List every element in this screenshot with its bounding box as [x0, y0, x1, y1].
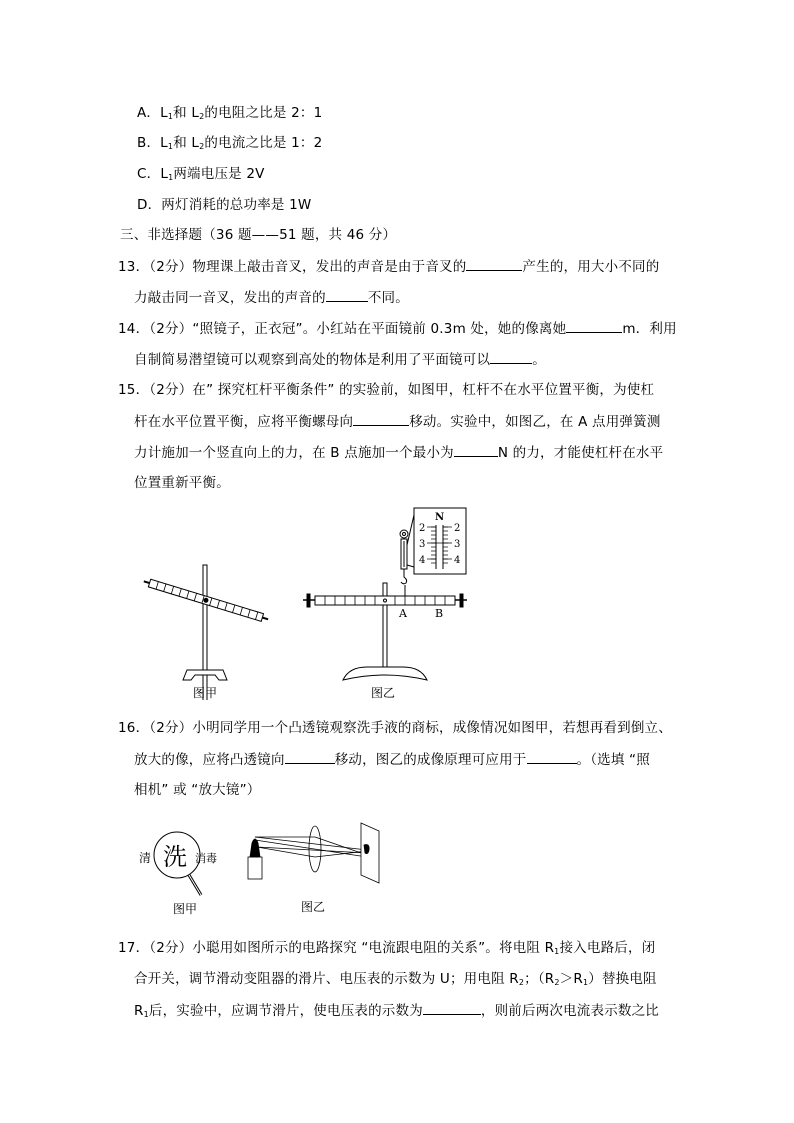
text: ＞R	[559, 971, 583, 987]
text: “照镜子，正衣冠”。小红站在平面镜前 0.3m 处，她的像离她	[192, 321, 567, 337]
question-13-line-2	[134, 288, 409, 307]
section-title: 三、非选择题（36 题——51 题，共 46 分）	[120, 227, 397, 243]
question-number: 16．（2分）	[118, 720, 193, 736]
text: ，则前后两次电流表示数之比	[480, 1003, 659, 1019]
question-number: 15．（2分）	[118, 382, 193, 398]
question-number: 14．（2分）	[118, 321, 193, 337]
option-d	[137, 196, 311, 214]
text: 小明同学用一个凸透镜观察洗手液的商标，成像情况如图甲，若想再看到倒立、	[192, 720, 672, 736]
text: 物理课上敲击音叉，发出的声音是由于音叉的	[192, 259, 467, 275]
answer-blank[interactable]	[423, 1001, 481, 1015]
text: L	[160, 166, 169, 182]
text: 位置重新平衡。	[134, 475, 230, 491]
text: 杆在水平位置平衡，应将平衡螺母向	[134, 414, 354, 430]
answer-blank[interactable]	[326, 288, 368, 302]
text: 在” 探究杠杆平衡条件” 的实验前，如图甲，杠杆不在水平位置平衡，为使杠	[192, 382, 655, 398]
text: 力敲击同一音叉，发出的声音的	[134, 290, 326, 306]
answer-blank[interactable]	[466, 257, 522, 271]
figure-caption: 图甲	[193, 686, 218, 700]
label-qing: 清	[139, 851, 152, 865]
lever-figure-a	[143, 565, 270, 700]
text: R	[134, 1003, 144, 1019]
question-number: 13．（2分）	[118, 259, 193, 275]
answer-blank[interactable]	[285, 750, 335, 764]
scale-tick-right-4: 4	[454, 555, 461, 566]
subscript: 1	[582, 978, 589, 987]
scale-tick-right-3: 3	[454, 539, 461, 550]
scale-tick-right-2: 2	[454, 523, 461, 534]
text: 移动，图乙的成像原理可应用于	[334, 752, 527, 768]
option-label: A．	[137, 105, 161, 121]
text: 两端电压是 2V	[173, 166, 265, 182]
point-a-label: A	[399, 607, 407, 620]
subscript: 2	[199, 112, 205, 121]
text: 不同。	[367, 290, 409, 306]
answer-blank[interactable]	[527, 750, 577, 764]
text: 放大的像，应将凸透镜向	[134, 752, 285, 768]
answer-blank[interactable]	[490, 350, 532, 364]
option-label: C．	[137, 166, 161, 182]
option-c	[137, 165, 265, 187]
question-15-line-2	[134, 412, 661, 431]
lever-figures	[135, 505, 475, 700]
option-label: D．	[137, 197, 162, 213]
text: 产生的，用大小不同的	[522, 259, 660, 275]
answer-blank[interactable]	[566, 319, 622, 333]
subscript: 2	[518, 978, 525, 987]
question-16-line-3	[134, 781, 260, 799]
lens-figures	[135, 815, 395, 920]
text: 小聪用如图所示的电路探究 “电流跟电阻的关系”。将电阻 R	[192, 940, 555, 956]
question-15-line-4	[134, 474, 230, 492]
text: m．利用	[622, 321, 677, 337]
text: 。	[532, 352, 546, 368]
answer-blank[interactable]	[353, 412, 409, 426]
scale-tick-left-3: 3	[419, 539, 426, 550]
text: N 的力，才能使杠杆在水平	[497, 445, 664, 461]
text: 的电流之比是 1：2	[204, 135, 323, 151]
subscript: 1	[167, 112, 174, 121]
scale-tick-left-4: 4	[419, 555, 426, 566]
text: 和 L	[173, 105, 200, 121]
question-14-line-1	[118, 319, 677, 338]
text: 移动。实验中，如图乙，在 A 点用弹簧测	[409, 414, 661, 430]
option-a	[137, 104, 322, 126]
figure-caption: 图甲	[173, 902, 198, 916]
subscript: 1	[554, 947, 560, 956]
subscript: 2	[554, 978, 560, 987]
question-16-line-1	[118, 719, 672, 737]
question-17-line-3	[134, 1001, 659, 1024]
figure-caption: 图乙	[371, 686, 396, 700]
question-15-line-3	[134, 443, 663, 462]
text: 和 L	[173, 135, 200, 151]
text: 接入电路后，闭	[559, 940, 656, 956]
subscript: 1	[143, 1010, 149, 1019]
text: 后，实验中，应调节滑片，使电压表的示数为	[148, 1003, 423, 1019]
point-b-label: B	[435, 607, 444, 620]
text: L	[160, 135, 168, 151]
question-17-line-1	[118, 939, 655, 961]
text: L	[160, 105, 168, 121]
text: ）替换电阻	[588, 971, 657, 987]
figure-caption: 图乙	[301, 900, 326, 914]
text: 两灯消耗的总功率是 1W	[161, 197, 312, 213]
subscript: 1	[167, 142, 174, 151]
option-label: B．	[137, 135, 161, 151]
text: 自制简易潜望镜可以观察到高处的物体是利用了平面镜可以	[134, 352, 491, 368]
text: ；（R	[524, 971, 555, 987]
lever-figure-b	[303, 508, 467, 680]
label-xi: 洗	[163, 843, 187, 871]
text: 力计施加一个竖直向上的力，在 B 点施加一个最小为	[134, 445, 454, 461]
text: 合开关，调节滑动变阻器的滑片、电压表的示数为 U；用电阻 R	[134, 971, 519, 987]
text: 相机” 或 “放大镜”）	[134, 782, 261, 798]
subscript: 2	[199, 142, 205, 151]
question-16-line-2	[134, 750, 650, 769]
subscript: 1	[168, 173, 174, 182]
question-17-line-2	[134, 970, 657, 992]
scale-unit: N	[435, 512, 445, 523]
option-b	[137, 134, 322, 156]
magnifier-figure	[139, 832, 217, 895]
scale-tick-left-2: 2	[419, 523, 426, 534]
lens-imaging-figure	[248, 823, 379, 883]
text: 的电阻之比是 2：1	[204, 105, 323, 121]
label-xiaodu: 消毒	[195, 852, 217, 865]
question-15-line-1	[118, 381, 654, 399]
question-number: 17．（2分）	[118, 940, 193, 956]
answer-blank[interactable]	[454, 443, 498, 457]
question-13-line-1	[118, 257, 659, 276]
question-14-line-2	[134, 350, 546, 369]
text: 。（选填 “照	[576, 752, 650, 768]
